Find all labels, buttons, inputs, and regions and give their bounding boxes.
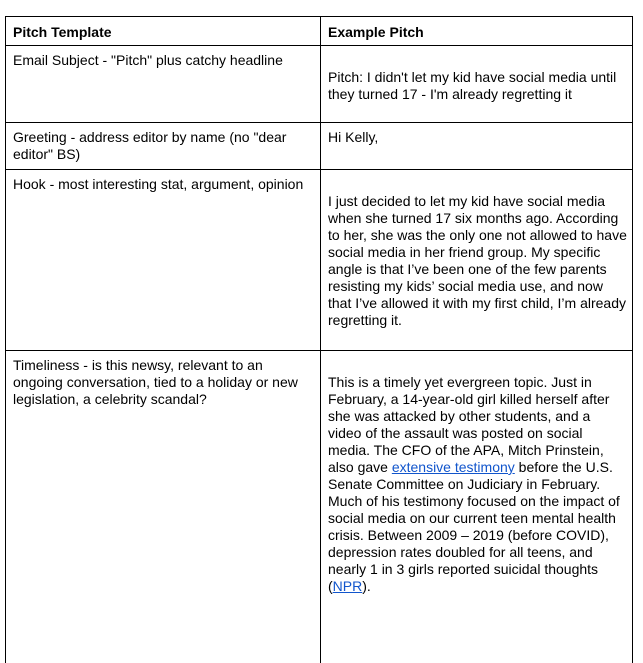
example-cell-greeting [321, 123, 633, 170]
template-text: Hook - most interesting stat, argument, opinion [13, 176, 303, 192]
header-pitch-template: Pitch Template [6, 17, 321, 46]
example-text: Hi Kelly, [328, 129, 378, 145]
table-row [6, 351, 633, 663]
template-cell-greeting [6, 123, 321, 170]
template-cell-timeliness [6, 351, 321, 663]
table-row [6, 170, 633, 351]
example-text-part3: ). [362, 578, 371, 594]
example-cell-hook [321, 170, 633, 351]
pitch-table [5, 16, 633, 663]
extensive-testimony-link[interactable]: extensive testimony [392, 459, 515, 475]
template-text: Email Subject - "Pitch" plus catchy headline [13, 52, 283, 68]
example-cell-timeliness [321, 351, 633, 663]
template-text: Timeliness - is this newsy, relevant to an ongoing conversation, tied to a holiday or new legislation, a celebrity scandal? [13, 357, 298, 407]
example-text-part2: before the U.S. Senate Committee on Judiciary in February. Much of his testimony focused on the impact of social media on our current teen mental health crisis. Between 2009 – 2019 (before COVID), depression rates doubled for all teens, and nearly 1 in 3 girls reported suicidal thoughts ( [328, 459, 620, 594]
template-cell-email-subject [6, 46, 321, 123]
example-text-part1: This is a timely yet evergreen topic. Just in February, a 14-year-old girl killed herself after she was attacked by other students, and a video of the assault was posted on social media. The CFO of the APA, Mitch Prinstein, also gave [328, 374, 609, 475]
example-text: Pitch: I didn't let my kid have social media until they turned 17 - I'm already regretting it [328, 69, 616, 102]
blank-line [328, 357, 627, 374]
template-cell-hook [6, 170, 321, 351]
blank-line [328, 176, 627, 193]
example-cell-email-subject [321, 46, 633, 123]
table-row [6, 123, 633, 170]
table-header-row [6, 17, 633, 46]
table-row [6, 46, 633, 123]
example-text: I just decided to let my kid have social media when she turned 17 six months ago. According to her, she was the only one not allowed to have social media in her friend group. My specific angle is that I’ve been one of the few parents resisting my kids’ social media use, and now that I’ve allowed it with my first child, I’m already regretting it. [328, 193, 627, 328]
blank-line [328, 52, 627, 69]
npr-link[interactable]: NPR [333, 578, 363, 594]
template-text: Greeting - address editor by name (no "dear editor" BS) [13, 129, 286, 162]
header-example-pitch: Example Pitch [321, 17, 633, 46]
